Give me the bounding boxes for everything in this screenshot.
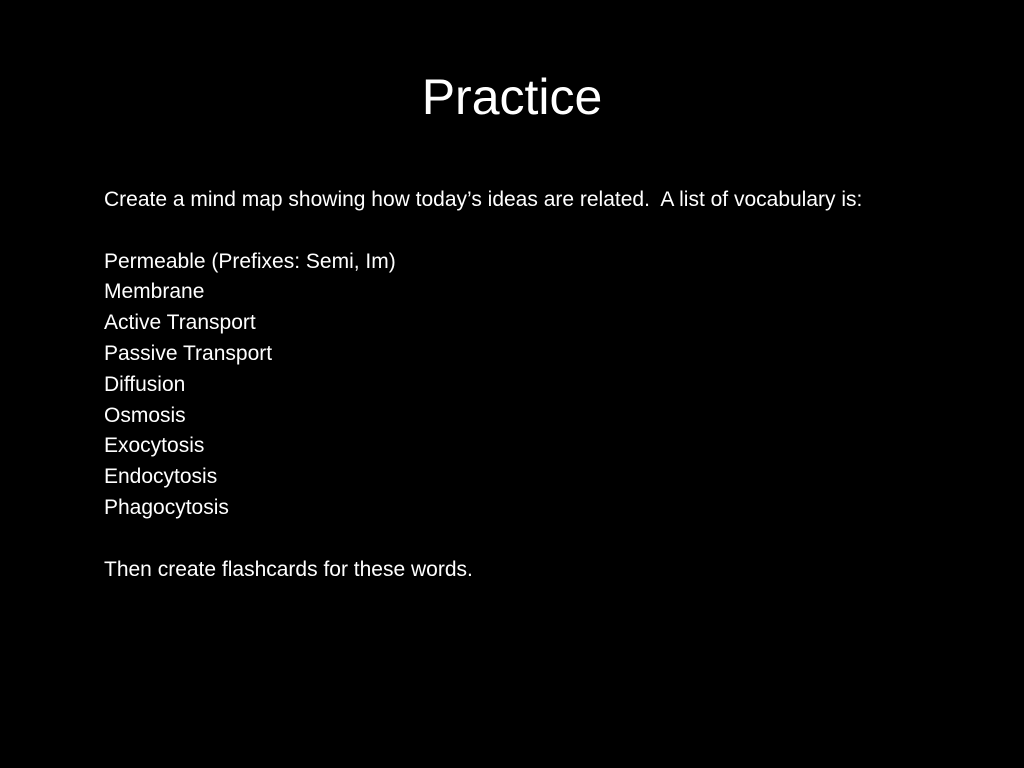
slide-body — [104, 185, 984, 585]
slide-title: Practice — [421, 69, 603, 125]
vocabulary-item: Endocytosis — [104, 465, 218, 489]
vocabulary-item: Exocytosis — [104, 434, 205, 458]
vocabulary-item: Active Transport — [104, 311, 256, 335]
vocabulary-item: Membrane — [104, 280, 205, 304]
spacer — [104, 524, 984, 555]
vocabulary-item: Diffusion — [104, 372, 186, 396]
vocabulary-item: Osmosis — [104, 403, 186, 427]
vocabulary-item: Passive Transport — [104, 341, 273, 365]
closing-text: Then create flashcards for these words. — [104, 557, 473, 581]
spacer — [104, 216, 984, 247]
vocabulary-item: Phagocytosis — [104, 495, 229, 519]
vocabulary-item: Permeable (Prefixes: Semi, Im) — [104, 249, 396, 273]
vocabulary-list — [104, 247, 984, 524]
intro-text: Create a mind map showing how today’s ideas are related. A list of vocabulary is: — [104, 188, 863, 211]
